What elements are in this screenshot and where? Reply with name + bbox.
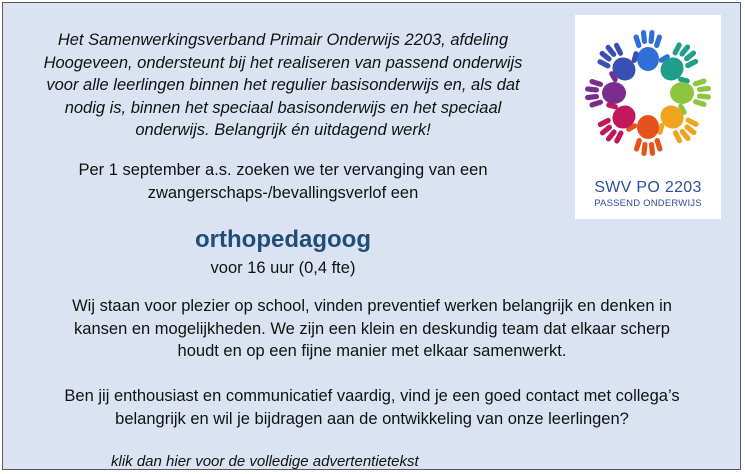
vacancy-card — [2, 2, 741, 470]
intro-line: Hoogeveen, ondersteunt bij het realiseren van passend onderwijs — [43, 53, 523, 72]
about-paragraph — [17, 295, 727, 363]
about-line: houdt en op een fijne manier met elkaar samenwerkt. — [177, 342, 567, 360]
hands-circle-logo-icon — [575, 15, 721, 175]
intro-paragraph — [23, 29, 543, 142]
full-ad-link[interactable]: klik dan hier voor de volledige advertentietekst — [111, 453, 419, 470]
job-hours: voor 16 uur (0,4 fte) — [210, 259, 356, 277]
about-line: kansen en mogelijkheden. We zijn een klein en deskundig team dat elkaar scherp — [74, 319, 670, 338]
intro-line: nodig is, binnen het speciaal basisonderwijs en het speciaal — [64, 98, 502, 117]
vacancy-paragraph — [23, 159, 543, 204]
intro-line: onderwijs. Belangrijk én uitdagend werk! — [135, 121, 431, 139]
job-title: orthopedagoog — [195, 226, 371, 253]
intro-line: voor alle leerlingen binnen het regulier basisonderwijs en, als dat — [46, 76, 520, 94]
swv-logo — [575, 15, 721, 219]
question-line: belangrijk en wil je bijdragen aan de ontwikkeling van onze leerlingen? — [115, 409, 629, 428]
logo-subtitle: PASSEND ONDERWIJS — [594, 198, 702, 209]
about-line: Wij staan voor plezier op school, vinden preventief werken belangrijk en denken in — [72, 297, 672, 315]
vacancy-line: zwangerschaps-/bevallingsverlof een — [147, 183, 419, 202]
question-paragraph — [17, 385, 727, 430]
intro-line: Het Samenwerkingsverband Primair Onderwijs 2203, afdeling — [57, 31, 509, 49]
vacancy-line: Per 1 september a.s. zoeken we ter vervanging van een — [78, 161, 488, 179]
logo-title: SWV PO 2203 — [594, 179, 702, 196]
question-line: Ben jij enthousiast en communicatief vaardig, vind je een goed contact met collega’s — [64, 387, 680, 405]
